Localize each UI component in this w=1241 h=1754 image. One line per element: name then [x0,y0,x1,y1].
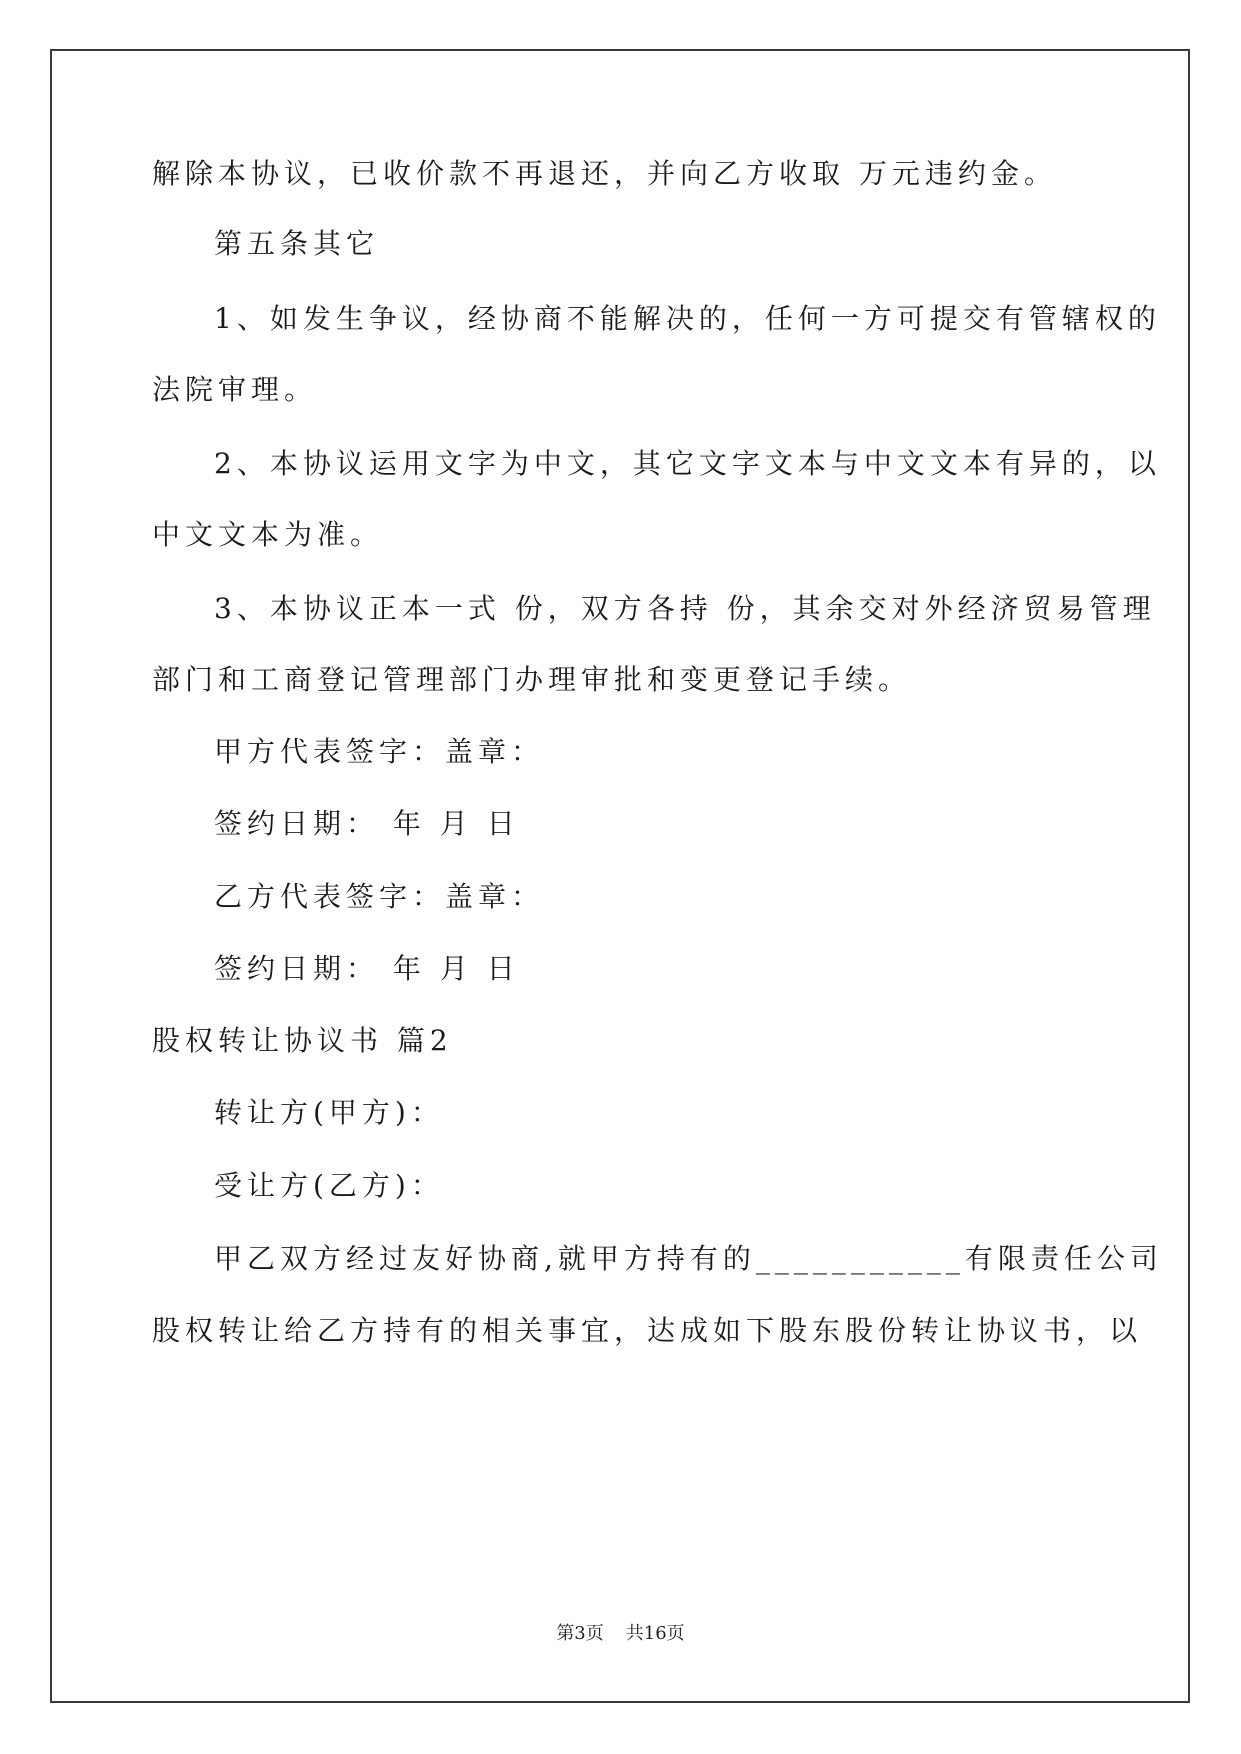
paragraph-line: 部门和工商登记管理部门办理审批和变更登记手续。 [152,663,912,696]
paragraph-line: 中文文本为准。 [152,518,384,551]
paragraph-line: 法院审理。 [152,373,318,406]
party-line: 受让方(乙方)： [214,1169,444,1202]
page-footer [0,1622,1241,1646]
paragraph-line: 1、如发生争议，经协商不能解决的，任何一方可提交有管辖权的 [214,302,1161,335]
paragraph-line: 股权转让给乙方持有的相关事宜，达成如下股东股份转让协议书，以 [152,1314,1143,1347]
section-title: 股权转让协议书 篇2 [152,1024,453,1057]
date-line: 签约日期： 年 月 日 [214,807,520,840]
paragraph-line: 甲乙双方经过友好协商,就甲方持有的___________有限责任公司 [214,1242,1163,1275]
section-heading: 第五条其它 [214,227,380,260]
paragraph-line: 解除本协议，已收价款不再退还，并向乙方收取 万元违约金。 [152,157,1057,190]
signature-line: 甲方代表签字：盖章： [214,735,545,768]
paragraph-line: 2、本协议运用文字为中文，其它文字文本与中文文本有异的，以 [214,447,1161,480]
page-border [50,49,1190,1703]
signature-line: 乙方代表签字：盖章： [214,880,545,913]
date-line: 签约日期： 年 月 日 [214,952,520,985]
page-total: 共16页 [625,1623,685,1644]
page-number: 第3页 [556,1623,604,1644]
paragraph-line: 3、本协议正本一式 份，双方各持 份，其余交对外经济贸易管理 [214,592,1156,625]
party-line: 转让方(甲方)： [214,1096,444,1129]
